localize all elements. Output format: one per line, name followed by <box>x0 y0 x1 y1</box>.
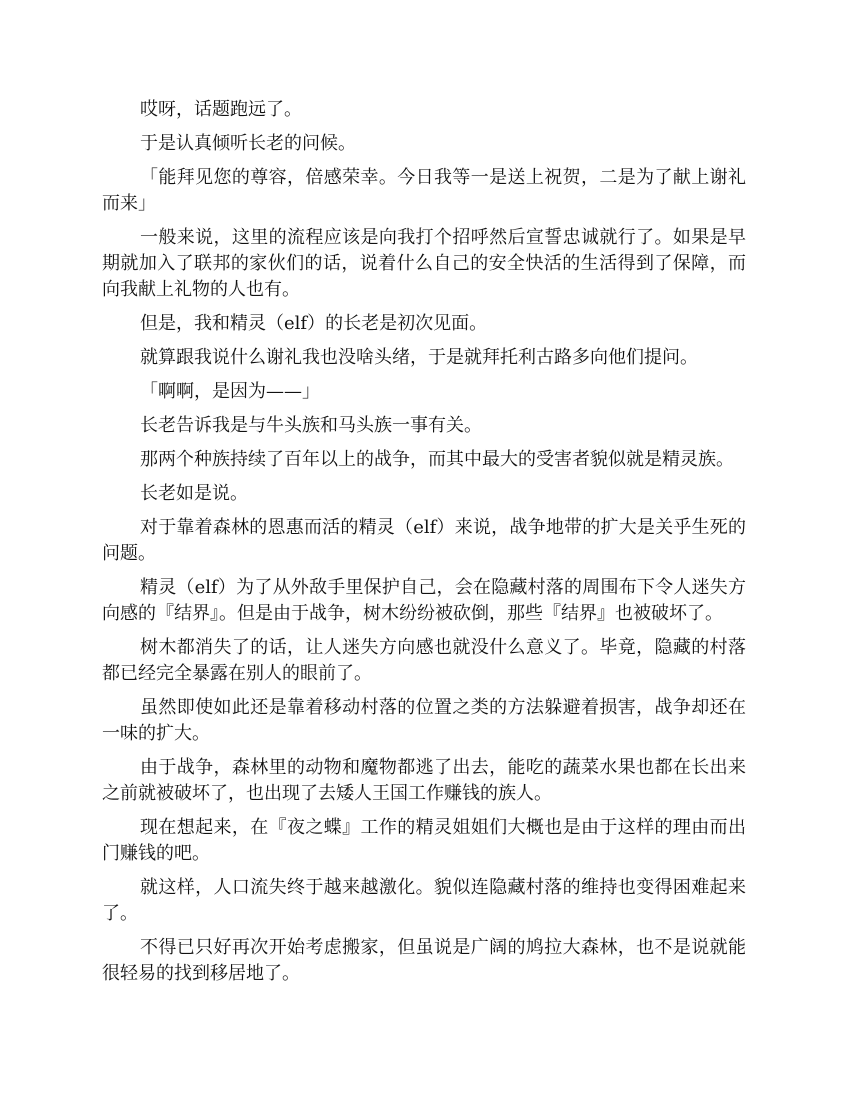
paragraph: 「啊啊，是因为——」 <box>140 381 320 402</box>
paragraph: 虽然即使如此还是靠着移动村落的位置之类的方法躲避着损害，战争却还在一味的扩大。 <box>102 697 746 744</box>
paragraph: 不得已只好再次开始考虑搬家，但虽说是广阔的鸠拉大森林，也不是说就能很轻易的找到移居地了。 <box>102 937 746 984</box>
paragraph: 就算跟我说什么谢礼我也没啥头绪，于是就拜托利古路多向他们提问。 <box>140 347 698 368</box>
paragraph: 「能拜见您的尊容，倍感荣幸。今日我等一是送上祝贺，二是为了献上谢礼而来」 <box>102 167 746 214</box>
paragraph: 由于战争，森林里的动物和魔物都逃了出去，能吃的蔬菜水果也都在长出来之前就被破坏了，也出现了去矮人王国工作赚钱的族人。 <box>102 757 746 804</box>
paragraph: 于是认真倾听长老的问候。 <box>140 133 356 154</box>
paragraph: 一般来说，这里的流程应该是向我打个招呼然后宣誓忠诚就行了。如果是早期就加入了联邦的家伙们的话，说着什么自己的安全快活的生活得到了保障，而向我献上礼物的人也有。 <box>102 227 746 300</box>
paragraph: 树木都消失了的话，让人迷失方向感也就没什么意义了。毕竟，隐藏的村落都已经完全暴露在别人的眼前了。 <box>102 637 746 684</box>
paragraph: 长老如是说。 <box>140 483 248 504</box>
paragraph: 长老告诉我是与牛头族和马头族一事有关。 <box>140 415 482 436</box>
paragraph: 对于靠着森林的恩惠而活的精灵（elf）来说，战争地带的扩大是关乎生死的问题。 <box>102 517 746 564</box>
paragraph: 现在想起来，在『夜之蝶』工作的精灵姐姐们大概也是由于这样的理由而出门赚钱的吧。 <box>102 817 746 864</box>
paragraph: 精灵（elf）为了从外敌手里保护自己，会在隐藏村落的周围布下令人迷失方向感的『结界』。但是由于战争，树木纷纷被砍倒，那些『结界』也被破坏了。 <box>102 577 746 624</box>
paragraph: 哎呀，话题跑远了。 <box>140 99 302 120</box>
paragraph: 那两个种族持续了百年以上的战争，而其中最大的受害者貌似就是精灵族。 <box>140 449 734 470</box>
paragraph: 就这样，人口流失终于越来越激化。貌似连隐藏村落的维持也变得困难起来了。 <box>102 877 746 924</box>
paragraph: 但是，我和精灵（elf）的长老是初次见面。 <box>140 313 488 334</box>
document-page <box>102 97 746 995</box>
